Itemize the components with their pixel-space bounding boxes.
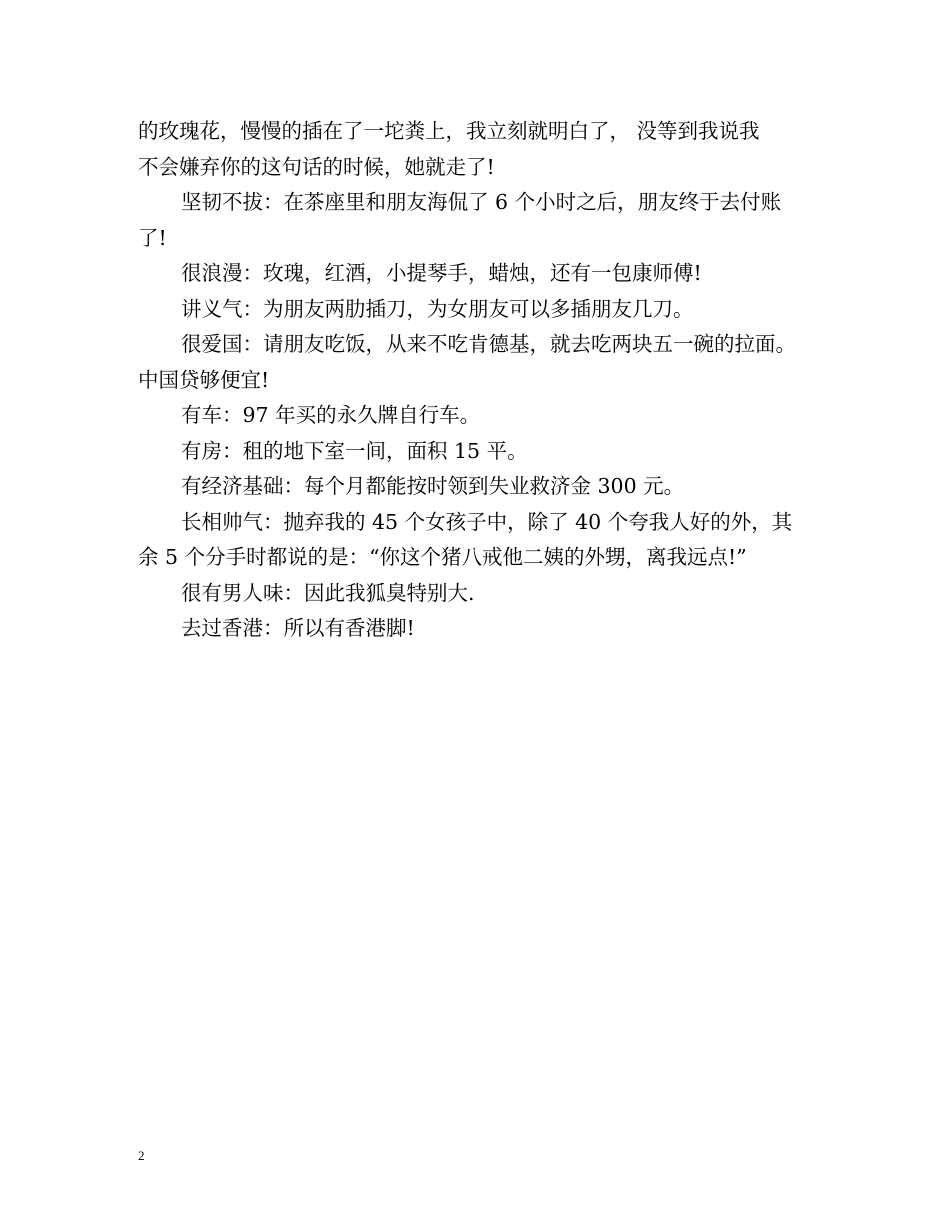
text-line: 坚韧不拔：在茶座里和朋友海侃了 6 个小时之后，朋友终于去付账 bbox=[181, 190, 782, 214]
paragraph bbox=[138, 114, 838, 185]
text-line: 不会嫌弃你的这句话的时候，她就走了! bbox=[138, 154, 495, 179]
text-line: 中国贷够便宜! bbox=[138, 367, 270, 392]
text-line: 很有男人味：因此我狐臭特别大. bbox=[181, 580, 475, 605]
paragraph bbox=[138, 398, 838, 434]
text-line: 很爱国：请朋友吃饭，从来不吃肯德基，就去吃两块五一碗的拉面。 bbox=[181, 332, 796, 356]
document-body bbox=[138, 114, 838, 647]
paragraph bbox=[138, 292, 838, 328]
paragraph bbox=[138, 611, 838, 647]
text-line: 长相帅气：抛弃我的 45 个女孩子中，除了 40 个夸我人好的外，其 bbox=[181, 509, 793, 534]
text-line: 有房：租的地下室一间，面积 15 平。 bbox=[181, 438, 528, 463]
paragraph bbox=[138, 505, 838, 576]
text-line: 的玫瑰花，慢慢的插在了一坨粪上，我立刻就明白了， 没等到我说我 bbox=[138, 119, 760, 143]
page-number: 2 bbox=[138, 1148, 145, 1163]
paragraph bbox=[138, 576, 838, 612]
text-line: 很浪漫：玫瑰，红酒，小提琴手，蜡烛，还有一包康师傅! bbox=[181, 261, 702, 285]
paragraph bbox=[138, 469, 838, 505]
text-line: 有车：97 年买的永久牌自行车。 bbox=[181, 403, 481, 427]
text-line: 去过香港：所以有香港脚! bbox=[181, 616, 415, 640]
text-line: 有经济基础：每个月都能按时领到失业救济金 300 元。 bbox=[181, 474, 685, 498]
paragraph bbox=[138, 256, 838, 292]
paragraph bbox=[138, 327, 838, 398]
paragraph bbox=[138, 434, 838, 470]
text-line: 了! bbox=[138, 225, 167, 250]
paragraph bbox=[138, 185, 838, 256]
text-line: 讲义气：为朋友两肋插刀，为女朋友可以多插朋友几刀。 bbox=[181, 296, 694, 321]
text-line: 余 5 个分手时都说的是：“你这个猪八戒他二姨的外甥，离我远点!” bbox=[138, 545, 747, 569]
